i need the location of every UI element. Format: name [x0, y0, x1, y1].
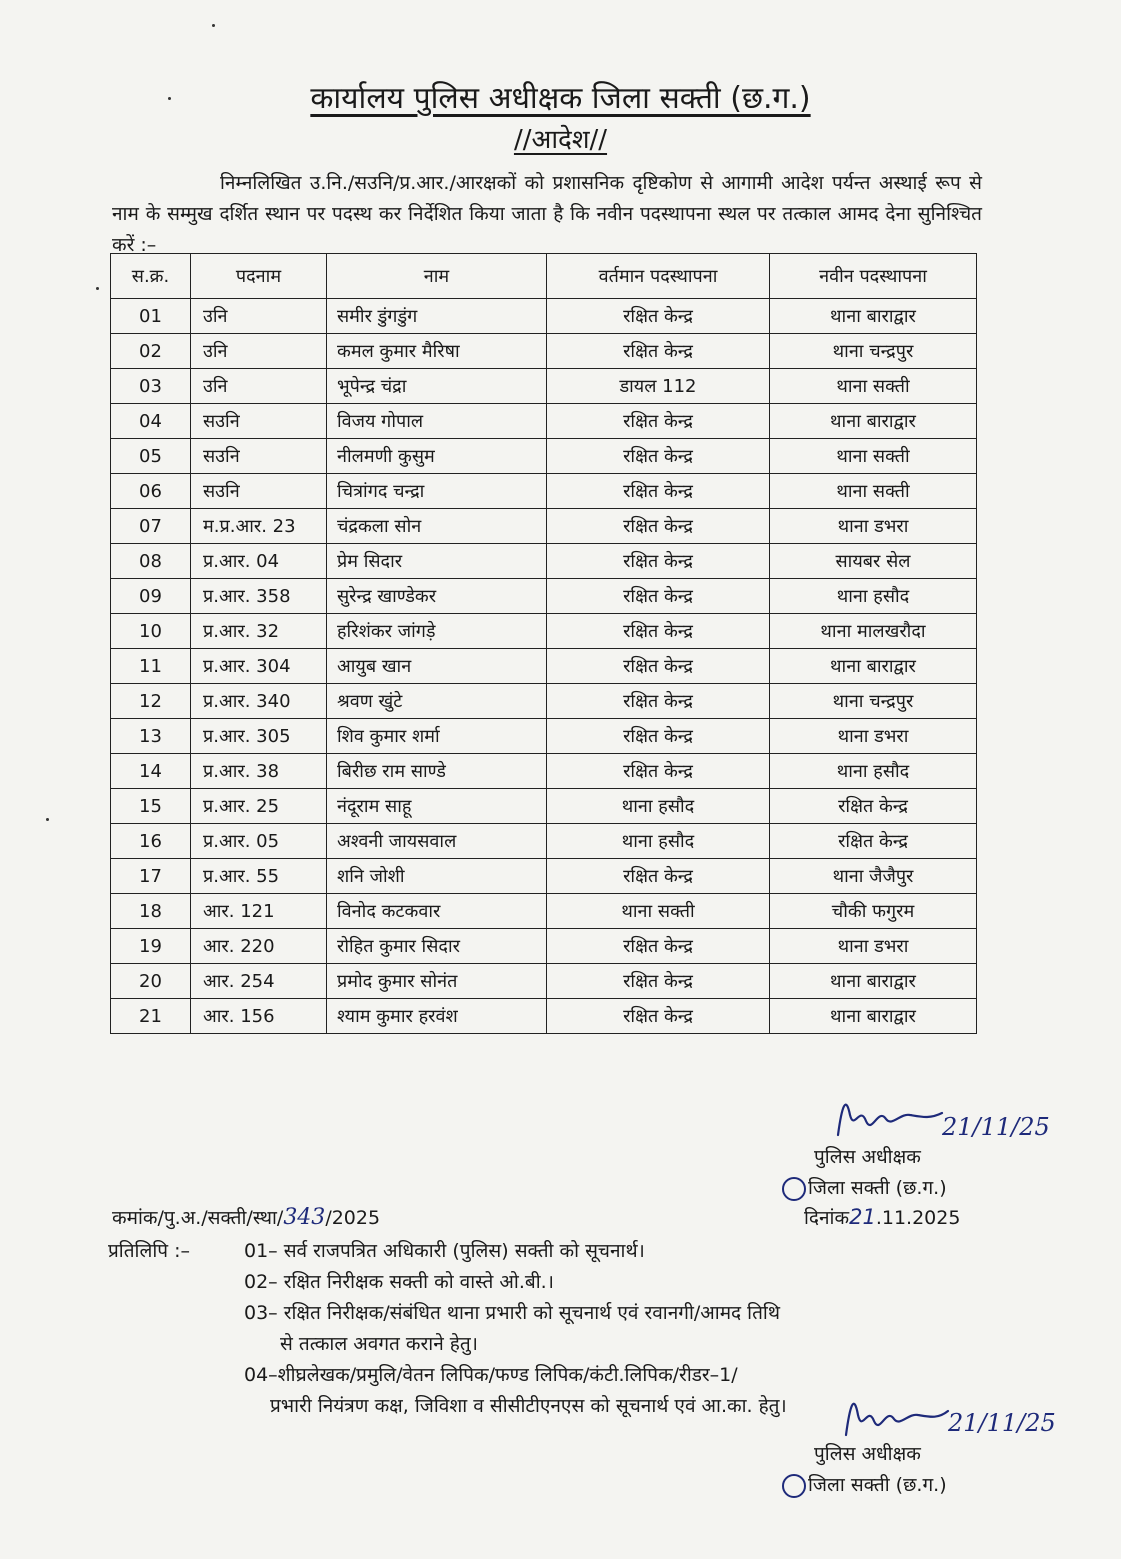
order-title — [0, 120, 1121, 156]
serial-number-cell: 10 — [111, 614, 191, 649]
designation-cell: उनि — [191, 369, 327, 404]
designation-cell: सउनि — [191, 439, 327, 474]
serial-number-cell: 19 — [111, 929, 191, 964]
table-row — [111, 474, 977, 509]
table-row — [111, 859, 977, 894]
signatory-title: पुलिस अधीक्षक — [814, 1443, 921, 1465]
signatory-block-1 — [782, 1142, 947, 1204]
table-row — [111, 509, 977, 544]
name-cell: कमल कुमार मैरिषा — [327, 334, 547, 369]
new-posting-cell: थाना डभरा — [770, 719, 977, 754]
table-row — [111, 754, 977, 789]
table-row — [111, 894, 977, 929]
designation-cell: प्र.आर. 25 — [191, 789, 327, 824]
name-cell: विनोद कटकवार — [327, 894, 547, 929]
name-cell: चित्रांगद चन्द्रा — [327, 474, 547, 509]
new-posting-cell: थाना सक्ती — [770, 369, 977, 404]
current-posting-cell: रक्षित केन्द्र — [547, 964, 770, 999]
serial-number-cell: 08 — [111, 544, 191, 579]
current-posting-cell: डायल 112 — [547, 369, 770, 404]
designation-cell: उनि — [191, 299, 327, 334]
current-posting-cell: रक्षित केन्द्र — [547, 754, 770, 789]
table-row — [111, 684, 977, 719]
intro-paragraph: निम्नलिखित उ.नि./सउनि/प्र.आर./आरक्षकों को प्रशासनिक दृष्टिकोण से आगामी आदेश पर्यन्त अस्थाई रूप से नाम के सम्मुख दर्शित स्थान पर पदस्थ कर निर्देशित किया जाता है कि नवीन पदस्थापना स्थल पर तत्काल आमद देना सुनिश्चित करें :– — [112, 172, 982, 256]
column-header: वर्तमान पदस्थापना — [547, 254, 770, 299]
current-posting-cell: रक्षित केन्द्र — [547, 404, 770, 439]
signatory-block-2 — [782, 1439, 947, 1501]
new-posting-cell: थाना हसौद — [770, 754, 977, 789]
table-header-row — [111, 254, 977, 299]
serial-number-cell: 05 — [111, 439, 191, 474]
designation-cell: प्र.आर. 55 — [191, 859, 327, 894]
serial-number-cell: 12 — [111, 684, 191, 719]
new-posting-cell: थाना जैजैपुर — [770, 859, 977, 894]
current-posting-cell: रक्षित केन्द्र — [547, 684, 770, 719]
name-cell: शिव कुमार शर्मा — [327, 719, 547, 754]
scan-speck — [46, 818, 49, 821]
serial-number-cell: 04 — [111, 404, 191, 439]
serial-number-cell: 11 — [111, 649, 191, 684]
new-posting-cell: थाना मालखरौदा — [770, 614, 977, 649]
name-cell: आयुब खान — [327, 649, 547, 684]
designation-cell: म.प्र.आर. 23 — [191, 509, 327, 544]
column-header: पदनाम — [191, 254, 327, 299]
name-cell: नंदूराम साहू — [327, 789, 547, 824]
serial-number-cell: 13 — [111, 719, 191, 754]
serial-number-cell: 02 — [111, 334, 191, 369]
table-row — [111, 404, 977, 439]
new-posting-cell: थाना चन्द्रपुर — [770, 684, 977, 719]
name-cell: भूपेन्द्र चंद्रा — [327, 369, 547, 404]
serial-number-cell: 16 — [111, 824, 191, 859]
designation-cell: आर. 220 — [191, 929, 327, 964]
scan-speck — [212, 24, 215, 27]
designation-cell: सउनि — [191, 404, 327, 439]
current-posting-cell: रक्षित केन्द्र — [547, 334, 770, 369]
serial-number-cell: 07 — [111, 509, 191, 544]
copy-to-item: 01– सर्व राजपत्रित अधिकारी (पुलिस) सक्ती को सूचनार्थ। — [244, 1240, 645, 1262]
name-cell: हरिशंकर जांगड़े — [327, 614, 547, 649]
table-row — [111, 369, 977, 404]
reference-number: कमांक/पु.अ./सक्ती/स्था/343/2025 — [112, 1205, 381, 1230]
signatory-title: पुलिस अधीक्षक — [814, 1146, 921, 1168]
current-posting-cell: थाना हसौद — [547, 789, 770, 824]
copy-to-item: 04–शीघ्रलेखक/प्रमुलि/वेतन लिपिक/फण्ड लिपिक/कंटी.लिपिक/रीडर–1/ प्रभारी नियंत्रण कक्ष, जिविशा व सीसीटीएनएस को सूचनार्थ एवं आ.का. हेतु। — [244, 1364, 787, 1417]
table-row — [111, 544, 977, 579]
name-cell: रोहित कुमार सिदार — [327, 929, 547, 964]
designation-cell: प्र.आर. 38 — [191, 754, 327, 789]
designation-cell: प्र.आर. 340 — [191, 684, 327, 719]
name-cell: चंद्रकला सोन — [327, 509, 547, 544]
designation-cell: आर. 121 — [191, 894, 327, 929]
table-row — [111, 579, 977, 614]
current-posting-cell: रक्षित केन्द्र — [547, 999, 770, 1034]
table-row — [111, 824, 977, 859]
serial-number-cell: 20 — [111, 964, 191, 999]
serial-number-cell: 01 — [111, 299, 191, 334]
new-posting-cell: सायबर सेल — [770, 544, 977, 579]
order-title-text: //आदेश// — [513, 125, 608, 155]
name-cell: बिरीछ राम साण्डे — [327, 754, 547, 789]
new-posting-cell: थाना बाराद्वार — [770, 964, 977, 999]
serial-number-cell: 21 — [111, 999, 191, 1034]
designation-cell: प्र.आर. 304 — [191, 649, 327, 684]
current-posting-cell: रक्षित केन्द्र — [547, 439, 770, 474]
table-row — [111, 789, 977, 824]
serial-number-cell: 03 — [111, 369, 191, 404]
table-row — [111, 719, 977, 754]
serial-number-cell: 17 — [111, 859, 191, 894]
table-row — [111, 999, 977, 1034]
name-cell: प्रेम सिदार — [327, 544, 547, 579]
serial-number-cell: 09 — [111, 579, 191, 614]
new-posting-cell: थाना हसौद — [770, 579, 977, 614]
current-posting-cell: रक्षित केन्द्र — [547, 859, 770, 894]
table-row — [111, 614, 977, 649]
new-posting-cell: थाना बाराद्वार — [770, 404, 977, 439]
signatory-district: जिला सक्ती (छ.ग.) — [782, 1470, 947, 1501]
current-posting-cell: थाना हसौद — [547, 824, 770, 859]
name-cell: नीलमणी कुसुम — [327, 439, 547, 474]
signature-date: 21/11/25 — [948, 1409, 1056, 1437]
copy-to-item: 03– रक्षित निरीक्षक/संबंधित थाना प्रभारी को सूचनार्थ एवं रवानगी/आमद तिथि से तत्काल अवगत कराने हेतु। — [244, 1302, 780, 1355]
name-cell: सुरेन्द्र खाण्डेकर — [327, 579, 547, 614]
serial-number-cell: 14 — [111, 754, 191, 789]
current-posting-cell: रक्षित केन्द्र — [547, 649, 770, 684]
current-posting-cell: थाना सक्ती — [547, 894, 770, 929]
table-row — [111, 929, 977, 964]
signatory-district: जिला सक्ती (छ.ग.) — [782, 1173, 947, 1204]
designation-cell: उनि — [191, 334, 327, 369]
current-posting-cell: रक्षित केन्द्र — [547, 474, 770, 509]
new-posting-cell: थाना डभरा — [770, 929, 977, 964]
handwritten-ref-number: 343 — [283, 1205, 326, 1230]
order-date: दिनांक21.11.2025 — [804, 1205, 961, 1229]
copy-to-list — [244, 1236, 924, 1422]
signature-date: 21/11/25 — [942, 1113, 1050, 1141]
current-posting-cell: रक्षित केन्द्र — [547, 299, 770, 334]
current-posting-cell: रक्षित केन्द्र — [547, 929, 770, 964]
table-row — [111, 964, 977, 999]
new-posting-cell: चौकी फगुरम — [770, 894, 977, 929]
new-posting-cell: थाना सक्ती — [770, 474, 977, 509]
name-cell: प्रमोद कुमार सोनंत — [327, 964, 547, 999]
name-cell: अश्वनी जायसवाल — [327, 824, 547, 859]
current-posting-cell: रक्षित केन्द्र — [547, 719, 770, 754]
designation-cell: प्र.आर. 305 — [191, 719, 327, 754]
current-posting-cell: रक्षित केन्द्र — [547, 509, 770, 544]
table-row — [111, 334, 977, 369]
serial-number-cell: 15 — [111, 789, 191, 824]
initial-mark-icon — [782, 1474, 806, 1498]
designation-cell: प्र.आर. 04 — [191, 544, 327, 579]
signature-scribble-1 — [830, 1085, 1050, 1145]
new-posting-cell: रक्षित केन्द्र — [770, 789, 977, 824]
scan-speck — [96, 287, 99, 290]
name-cell: विजय गोपाल — [327, 404, 547, 439]
new-posting-cell: थाना चन्द्रपुर — [770, 334, 977, 369]
current-posting-cell: रक्षित केन्द्र — [547, 614, 770, 649]
name-cell: शनि जोशी — [327, 859, 547, 894]
new-posting-cell: रक्षित केन्द्र — [770, 824, 977, 859]
office-title — [0, 76, 1121, 117]
designation-cell: आर. 254 — [191, 964, 327, 999]
serial-number-cell: 06 — [111, 474, 191, 509]
current-posting-cell: रक्षित केन्द्र — [547, 579, 770, 614]
signature-scribble-2 — [840, 1385, 1060, 1445]
serial-number-cell: 18 — [111, 894, 191, 929]
handwritten-date-day: 21 — [849, 1205, 876, 1229]
table-body — [111, 299, 977, 1034]
office-title-text: कार्यालय पुलिस अधीक्षक जिला सक्ती (छ.ग.) — [310, 81, 811, 116]
designation-cell: सउनि — [191, 474, 327, 509]
table-row — [111, 439, 977, 474]
new-posting-cell: थाना बाराद्वार — [770, 999, 977, 1034]
current-posting-cell: रक्षित केन्द्र — [547, 544, 770, 579]
new-posting-cell: थाना बाराद्वार — [770, 299, 977, 334]
designation-cell: प्र.आर. 358 — [191, 579, 327, 614]
new-posting-cell: थाना डभरा — [770, 509, 977, 544]
designation-cell: प्र.आर. 05 — [191, 824, 327, 859]
name-cell: समीर डुंगडुंग — [327, 299, 547, 334]
designation-cell: प्र.आर. 32 — [191, 614, 327, 649]
new-posting-cell: थाना सक्ती — [770, 439, 977, 474]
new-posting-cell: थाना बाराद्वार — [770, 649, 977, 684]
designation-cell: आर. 156 — [191, 999, 327, 1034]
column-header: नाम — [327, 254, 547, 299]
table-row — [111, 299, 977, 334]
column-header: स.क्र. — [111, 254, 191, 299]
name-cell: श्याम कुमार हरवंश — [327, 999, 547, 1034]
table-row — [111, 649, 977, 684]
transfer-table — [110, 253, 976, 1034]
initial-mark-icon — [782, 1177, 806, 1201]
copy-to-item: 02– रक्षित निरीक्षक सक्ती को वास्ते ओ.बी.। — [244, 1271, 554, 1293]
name-cell: श्रवण खुंटे — [327, 684, 547, 719]
copy-to-label: प्रतिलिपि :– — [108, 1240, 191, 1262]
column-header: नवीन पदस्थापना — [770, 254, 977, 299]
